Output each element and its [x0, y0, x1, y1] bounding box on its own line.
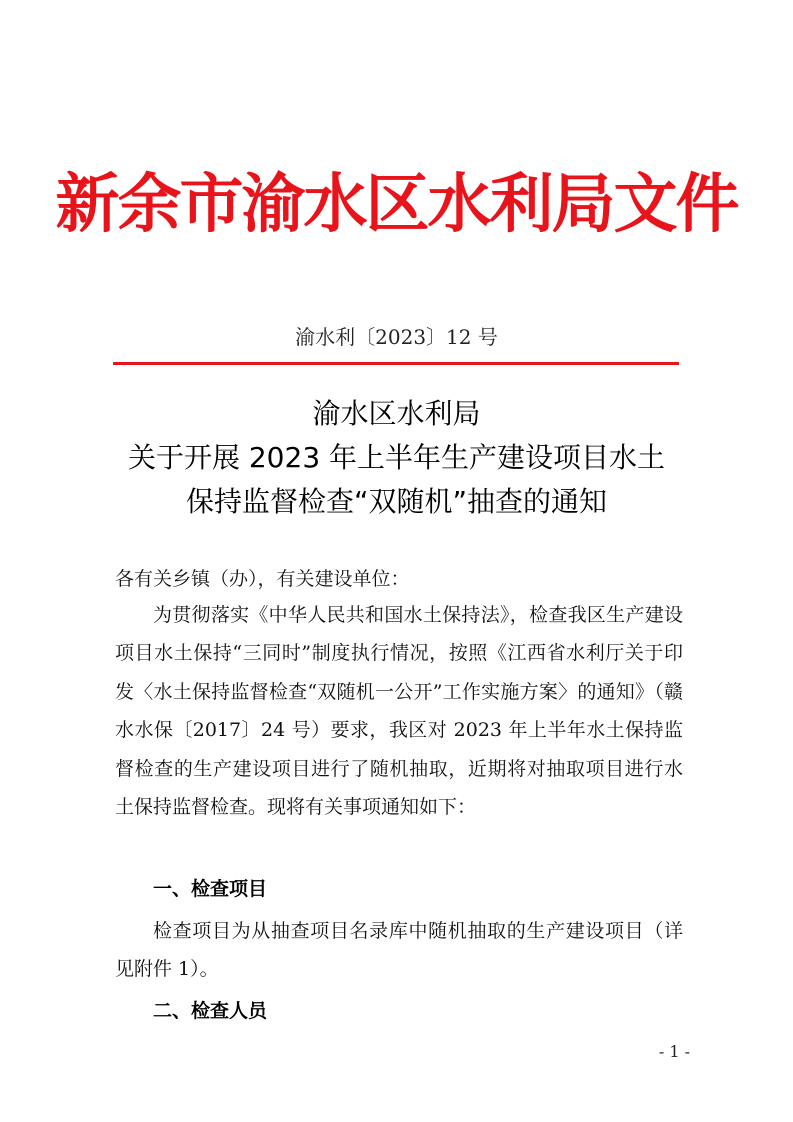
- document-number: 渝水利〔2023〕12 号: [295, 325, 498, 349]
- notice-title: [60, 392, 733, 524]
- title-line-1: 渝水区水利局: [312, 397, 481, 430]
- title-line-3: 保持监督检查“双随机”抽查的通知: [185, 485, 607, 518]
- section-1-paragraph: 检查项目为从抽查项目名录库中随机抽取的生产建设项目（详见附件 1）。: [115, 920, 683, 980]
- title-line-2: 关于开展 2023 年上半年生产建设项目水土: [127, 441, 666, 474]
- salutation: 各有关乡镇（办），有关建设单位：: [115, 568, 410, 590]
- section-2-heading: 二、检查人员: [153, 1000, 268, 1022]
- intro-paragraph: 为贯彻落实《中华人民共和国水土保持法》，检查我区生产建设项目水土保持“三同时”制度执行情况，按照《江西省水利厅关于印发〈水土保持监督检查“双随机一公开”工作实施方案〉的通知》（赣水水保〔2017〕24 号）要求，我区对 2023 年上半年水土保持监督检查的生产建设项目进行了随机抽取，近期将对抽取项目进行水土保持监督检查。现将有关事项通知如下：: [115, 604, 683, 819]
- red-separator-line: [113, 362, 679, 365]
- page-number: - 1 -: [658, 1042, 690, 1061]
- section-1-heading: 一、检查项目: [153, 878, 268, 900]
- issuer-header-title: 新余市渝水区水利局文件: [55, 167, 738, 242]
